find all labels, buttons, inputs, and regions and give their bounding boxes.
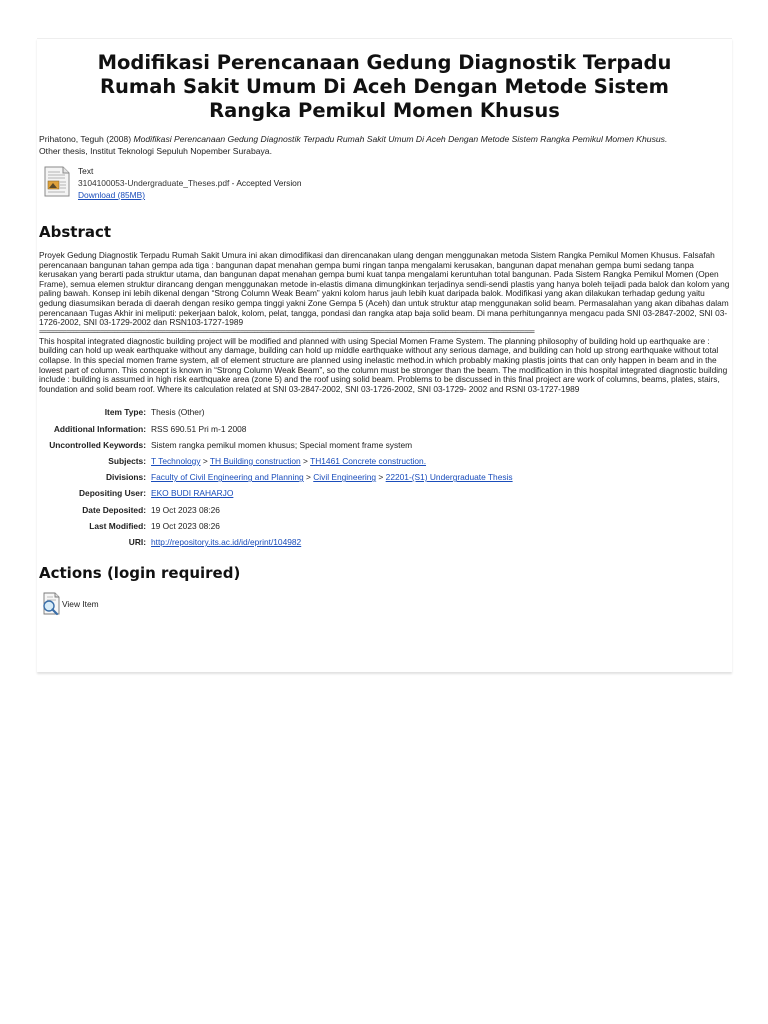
meta-value	[151, 469, 513, 485]
meta-label: Uncontrolled Keywords:	[49, 439, 146, 450]
meta-row-depositing-user	[37, 485, 513, 501]
document-block	[43, 165, 732, 203]
meta-label: Divisions:	[105, 472, 146, 483]
meta-label: Item Type:	[104, 407, 146, 418]
metadata-table	[37, 404, 513, 550]
subject-link[interactable]: T Technology	[151, 455, 201, 466]
meta-value: Sistem rangka pemikul momen khusus; Special moment frame system	[151, 439, 413, 450]
abstract-separator: =================================================================================================================================================	[39, 327, 535, 336]
breadcrumb-separator: >	[200, 455, 210, 466]
document-type: Text	[78, 166, 94, 176]
breadcrumb-separator: >	[303, 472, 314, 483]
abstract-body	[39, 251, 732, 394]
abstract-english: This hospital integrated diagnostic building project will be modified and planned with using Special Momen Frame System. The planning philosophy of building hold up earthquake are : building can hold up weak earthquake without any damage, building can hold up middle earthquake without any serious damage, and building can hold up strong earthquake without total collapse. In this special momen frame system, all of element structure are planned using inelastic method.in which probably making plastis joints that can only happen in beam and in the lowest part of column. This concept is known in “Strong Column Weak Beam”, so the column must be stronger than the beam. The modification in this hospital integrated diagnostic building include : building is assumed in high risk earthquake area (zone 5) and the roof using solid beam. Problems to be discussed in this final project are work of columns, beams, plates, stairs, foundation and solid beam roof. Where its calculation related at SNI 03-2847-2002, SNI 03-1726-2002, SNI 03-1729- 2002 and RSNI 03-1727-1989	[39, 335, 728, 394]
meta-label: Subjects:	[108, 455, 146, 466]
meta-label: URI:	[128, 536, 146, 547]
view-item-label[interactable]: View Item	[62, 599, 99, 609]
uri-link[interactable]: http://repository.its.ac.id/id/eprint/104982	[151, 536, 302, 547]
document-file-line	[78, 177, 302, 189]
abstract-heading: Abstract	[39, 223, 112, 241]
abstract-indonesian: Proyek Gedung Diagnostik Terpadu Rumah Sakit Umura ini akan dimodifikasi dan direncanakan ulang dengan menggunakan metoda Sistem Rangka Pemikul Momen Khusus. Falsafah perencanaan bangunan tahan gempa ada tiga : bangunan dapat menahan gempa bumi ringan tanpa mengalami kerusakan, bangunan dapat menahan gempa bumi sedang tanpa kerusakan yang berarti pada struktur utama, dan bangunan dapat menahan gempa bumi kuat tanpa mengalami keruntuhan total bangunan. Pada Sistem Rangka Pemikul Momen (Open Frame), semua elemen struktur dirancang dengan menggunakan metode in-elastis dimana dimungkinkan terjadinya sendi-sendi plastis yang hanya boleh teijadi pada balok dan kolom yang paling bawah. Konsep ini lebih dikenal dengan “Strong Column Weak Beam” yakni kolom harus jauh lebih kuat daripada balok. Modifikasi yang akan dilakukan terhadap gedung yaitu gedung diasumsikan berada di daerah dengan resiko gempa tinggi yakni Zone Gempa 5 (Aceh) dan untuk struktur atap menggunakan solid beam. Permasalahan yang akan dibahas dalam perencanaan Tugas Akhir ini meliputi: pekerjaan balok, kolom, pelat, tangga, pondasi dan rangka atap baja solid beam. Di mana perhitungannya mengacu pada SNI 03-2847-2002, SNI 03- 1726-2002, SNI 03-1729-2002 dan RSN103-1727-1989	[39, 250, 730, 328]
meta-value: RSS 690.51 Pri m-1 2008	[151, 423, 247, 434]
citation-title: Modifikasi Perencanaan Gedung Diagnostik Terpadu Rumah Sakit Umum Di Aceh Dengan Metode Sistem Rangka Pemikul Momen Khusus.	[133, 134, 668, 144]
magnifier-document-icon[interactable]	[41, 592, 61, 616]
document-version: - Accepted Version	[229, 178, 302, 188]
meta-row-last-modified	[37, 518, 513, 534]
meta-value	[151, 485, 513, 501]
meta-label: Additional Information:	[53, 423, 146, 434]
meta-row-divisions	[37, 469, 513, 485]
meta-value: 19 Oct 2023 08:26	[151, 520, 220, 531]
view-item-action[interactable]	[41, 592, 732, 616]
citation-details: Other thesis, Institut Teknologi Sepuluh Nopember Surabaya.	[39, 146, 272, 156]
depositing-user-link[interactable]: EKO BUDI RAHARJO	[151, 488, 234, 499]
citation	[39, 133, 732, 157]
meta-value: Thesis (Other)	[151, 407, 205, 418]
meta-row-item-type	[37, 404, 513, 420]
page-title: Modifikasi Perencanaan Gedung Diagnostik Terpadu Rumah Sakit Umum Di Aceh Dengan Metode Sistem Rangka Pemikul Momen Khusus	[97, 51, 672, 122]
meta-value: 19 Oct 2023 08:26	[151, 504, 220, 515]
meta-row-additional-information	[37, 421, 513, 437]
eprint-page	[37, 38, 732, 672]
meta-label: Date Deposited:	[82, 504, 146, 515]
subject-link[interactable]: TH1461 Concrete construction.	[310, 455, 427, 466]
meta-value	[151, 453, 513, 469]
document-filename: 3104100053-Undergraduate_Theses.pdf	[78, 178, 230, 188]
meta-row-subjects	[37, 453, 513, 469]
actions-heading: Actions (login required)	[39, 564, 241, 582]
meta-row-uncontrolled-keywords	[37, 437, 513, 453]
meta-value	[151, 534, 513, 550]
meta-row-uri	[37, 534, 513, 550]
download-link[interactable]: Download (85MB)	[78, 190, 146, 200]
meta-row-date-deposited	[37, 501, 513, 517]
meta-label: Depositing User:	[78, 488, 146, 499]
breadcrumb-separator: >	[300, 455, 311, 466]
meta-label: Last Modified:	[89, 520, 146, 531]
division-link[interactable]: Faculty of Civil Engineering and Planning	[151, 472, 304, 483]
division-link[interactable]: 22201-(S1) Undergraduate Thesis	[385, 472, 513, 483]
division-link[interactable]: Civil Engineering	[313, 472, 377, 483]
subject-link[interactable]: TH Building construction	[209, 455, 301, 466]
document-info	[78, 165, 302, 201]
breadcrumb-separator: >	[376, 472, 386, 483]
citation-authors-year: Prihatono, Teguh (2008)	[39, 134, 134, 144]
pdf-document-icon[interactable]	[43, 166, 71, 197]
